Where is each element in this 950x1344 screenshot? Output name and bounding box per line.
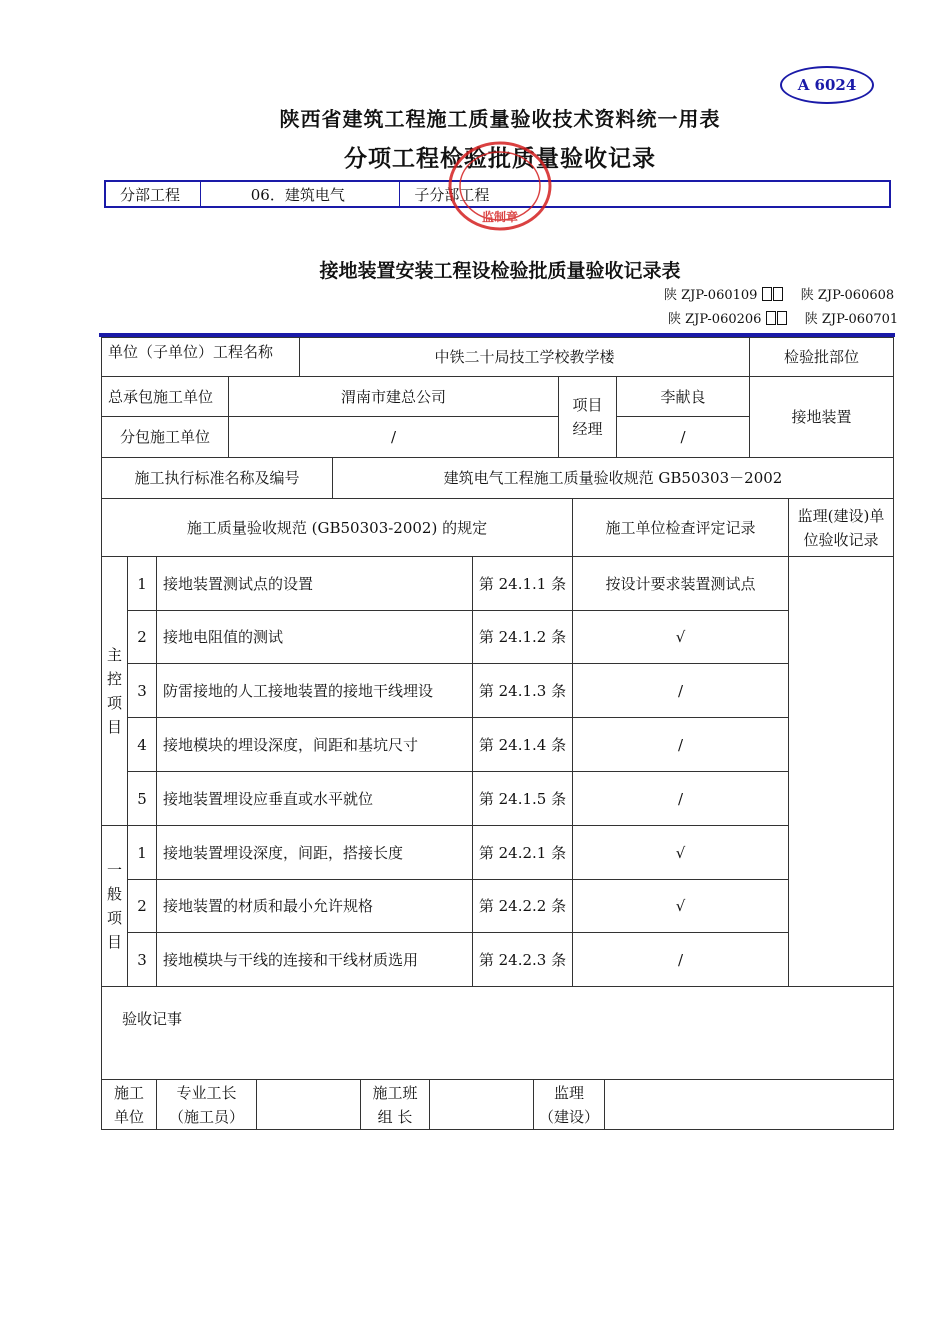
main-item-desc: 接地电阻值的测试: [156, 610, 473, 664]
general-item-no: 1: [127, 825, 157, 880]
project-manager-name: 李献良: [616, 376, 750, 417]
supervisor-check-header: 监理(建设)单 位验收记录: [788, 498, 894, 557]
standard-value: 建筑电气工程施工质量验收规范 GB50303－2002: [332, 457, 894, 499]
division-value: 06．建筑电气: [201, 182, 401, 206]
general-item-desc: 接地装置埋设深度，间距，搭接长度: [156, 825, 473, 880]
main-item-desc: 接地装置埋设应垂直或水平就位: [156, 771, 473, 826]
main-item-no: 2: [127, 610, 157, 664]
main-item-result: /: [572, 717, 789, 772]
supervision-stamp: [446, 140, 554, 232]
general-item-result: √: [572, 825, 789, 880]
general-items-label: 一 般 项 目: [101, 825, 128, 987]
contractor-check-header: 施工单位检查评定记录: [572, 498, 789, 557]
standard-label: 施工执行标准名称及编号: [101, 457, 333, 499]
main-item-result: /: [572, 771, 789, 826]
main-item-clause: 第 24.1.3 条: [472, 663, 573, 718]
signature-team-label: 施工班 组 长: [360, 1079, 430, 1130]
code-row-1: [664, 284, 894, 303]
record-table-title: 接地装置安装工程设检验批质量验收记录表: [319, 260, 681, 282]
general-item-desc: 接地装置的材质和最小允许规格: [156, 879, 473, 933]
page-title: 陕西省建筑工程施工质量验收技术资料统一用表: [279, 107, 721, 131]
general-item-clause: 第 24.2.3 条: [472, 932, 573, 987]
general-item-clause: 第 24.2.2 条: [472, 879, 573, 933]
main-item-desc: 防雷接地的人工接地装置的接地干线埋设: [156, 663, 473, 718]
division-label: 分部工程: [106, 182, 201, 206]
main-item-clause: 第 24.1.2 条: [472, 610, 573, 664]
main-item-result: √: [572, 610, 789, 664]
main-item-desc: 接地模块的埋设深度，间距和基坑尺寸: [156, 717, 473, 772]
code-4: 陕 ZJP-060701: [804, 312, 899, 327]
signature-supervisor-label: 监理 （建设）: [533, 1079, 605, 1130]
supervisor-records: [788, 556, 894, 987]
signature-supervisor-field[interactable]: [604, 1079, 894, 1130]
sub-contractor-label: 分包施工单位: [101, 416, 229, 458]
main-item-result: /: [572, 663, 789, 718]
acceptance-notes: [101, 986, 894, 1080]
code-3: 陕 ZJP-060206: [668, 312, 762, 327]
main-item-no: 5: [127, 771, 157, 826]
code-row-2: [668, 308, 898, 327]
signature-team-field[interactable]: [429, 1079, 534, 1130]
general-contractor-label: 总承包施工单位: [101, 376, 229, 417]
general-item-clause: 第 24.2.1 条: [472, 825, 573, 880]
acceptance-notes-label: 验收记事: [122, 1010, 183, 1028]
signature-unit-label: 施工 单位: [101, 1079, 157, 1130]
signature-foreman-field[interactable]: [256, 1079, 361, 1130]
project-name-label: 单位（子单位）工程名称: [101, 337, 300, 377]
general-item-no: 3: [127, 932, 157, 987]
form-code-badge: A 6024: [780, 66, 874, 104]
form-title: 分项工程检验批质量验收记录: [344, 145, 656, 172]
main-item-no: 1: [127, 556, 157, 611]
code-2: 陕 ZJP-060608: [800, 288, 895, 303]
main-item-clause: 第 24.1.4 条: [472, 717, 573, 772]
main-control-label: 主 控 项 目: [101, 556, 128, 826]
main-item-result: 按设计要求装置测试点: [572, 556, 789, 611]
general-contractor-value: 渭南市建总公司: [228, 376, 559, 417]
sub-contractor-value: /: [228, 416, 559, 458]
general-item-result: /: [572, 932, 789, 987]
main-item-desc: 接地装置测试点的设置: [156, 556, 473, 611]
general-item-no: 2: [127, 879, 157, 933]
project-manager-label: 项目 经理: [558, 376, 617, 458]
batch-part-value: 接地装置: [749, 376, 894, 458]
main-item-clause: 第 24.1.5 条: [472, 771, 573, 826]
main-item-clause: 第 24.1.1 条: [472, 556, 573, 611]
subdivision-label: 子分部工程: [414, 185, 490, 204]
batch-part-label: 检验批部位: [749, 337, 894, 377]
stamp-text: 监制章: [481, 210, 519, 224]
code-1: 陕 ZJP-060109: [664, 288, 758, 303]
spec-column-header: 施工质量验收规范 (GB50303-2002) 的规定: [101, 498, 573, 557]
general-item-desc: 接地模块与干线的连接和干线材质选用: [156, 932, 473, 987]
main-item-no: 3: [127, 663, 157, 718]
sub-project-manager-value: /: [616, 416, 750, 458]
general-item-result: √: [572, 879, 789, 933]
signature-foreman-label: 专业工长 （施工员）: [156, 1079, 257, 1130]
main-item-no: 4: [127, 717, 157, 772]
project-name-value: 中铁二十局技工学校教学楼: [299, 337, 750, 377]
